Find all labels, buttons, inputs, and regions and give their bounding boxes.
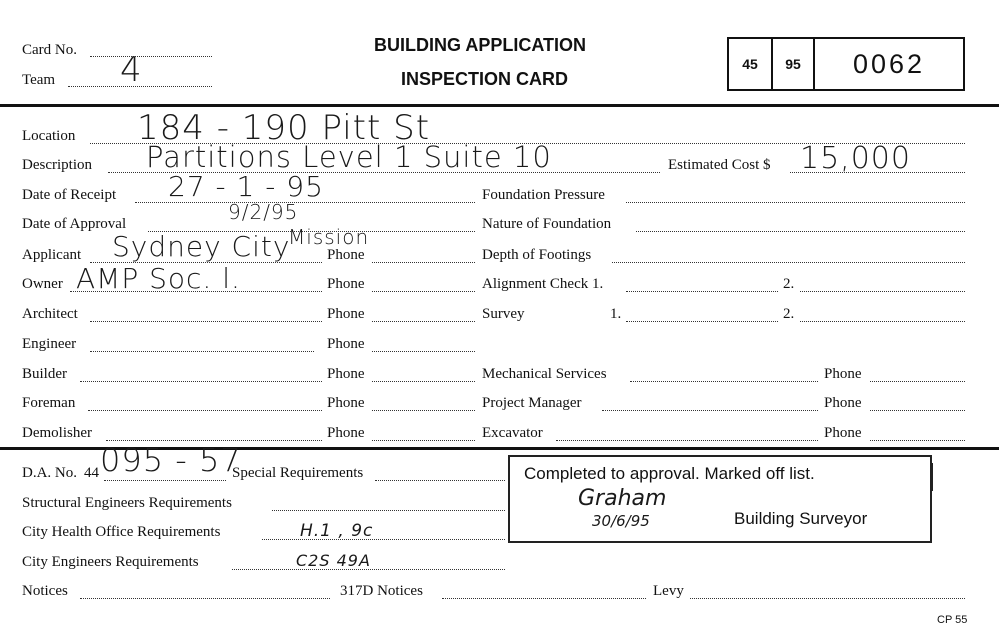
project-manager-phone-field [870,410,965,411]
engineer-field [90,351,314,352]
survey-2-label: 2. [783,306,795,322]
card-no-field [90,56,212,57]
applicant-label: Applicant [22,247,82,263]
special-requirements-field [375,480,505,481]
city-engineers-value: C2S 49A [296,551,371,570]
owner-value: AMP Soc. l. [76,262,241,295]
builder-field [80,381,322,382]
stamp-edge-mark [932,463,933,491]
header-rule [0,104,999,107]
owner-phone-label: Phone [327,276,365,292]
stamp-signature: Graham [578,486,667,511]
box-code-b: 95 [773,39,815,89]
depth-footings-label: Depth of Footings [482,247,592,263]
builder-phone-field [372,381,475,382]
da-prefix: 44 [84,465,99,481]
city-engineers-label: City Engineers Requirements [22,554,199,570]
date-approval-label: Date of Approval [22,216,127,232]
date-receipt-label: Date of Receipt [22,187,117,203]
engineer-phone-label: Phone [327,336,365,352]
da-no-label: D.A. No. [22,465,77,481]
applicant-phone-field [372,262,475,263]
mechanical-phone-label: Phone [824,366,862,382]
survey-2-field [800,321,965,322]
demolisher-label: Demolisher [22,425,92,441]
demolisher-phone-label: Phone [327,425,365,441]
special-requirements-label: Special Requirements [232,465,364,481]
team-label: Team [22,72,56,88]
team-value: 4 [120,50,143,90]
health-value: H.1 , 9c [300,521,374,541]
da-no-field [104,480,226,481]
date-receipt-value: 27 - 1 - 95 [168,170,324,203]
box-card-number: 0062 [852,48,926,79]
foreman-phone-field [372,410,475,411]
location-value: 184 - 190 Pitt St [137,108,431,148]
health-field [262,539,505,540]
card-no-label: Card No. [22,42,77,58]
health-label: City Health Office Requirements [22,524,221,540]
levy-field [690,598,965,599]
architect-label: Architect [22,306,78,322]
applicant-value-2: Mission [288,225,370,249]
stamp-line-1: Completed to approval. Marked off list. [524,464,815,483]
applicant-phone-label: Phone [327,247,365,263]
excavator-phone-field [870,440,965,441]
excavator-phone-label: Phone [824,425,862,441]
notices-317d-label: 317D Notices [340,583,423,599]
survey-label: Survey [482,306,525,322]
alignment-check-label: Alignment Check 1. [482,276,604,292]
location-label: Location [22,128,76,144]
excavator-label: Excavator [482,425,543,441]
architect-phone-label: Phone [327,306,365,322]
description-value: Partitions Level 1 Suite 10 [146,140,552,174]
stamp-date: 30/6/95 [592,512,650,530]
alignment-check-1-field [626,291,778,292]
nature-foundation-field [636,231,965,232]
builder-phone-label: Phone [327,366,365,382]
project-manager-label: Project Manager [482,395,582,411]
title-line-1: BUILDING APPLICATION [374,35,586,55]
owner-label: Owner [22,276,63,292]
nature-foundation-label: Nature of Foundation [482,216,612,232]
depth-footings-field [612,262,965,263]
estimated-cost-label: Estimated Cost $ [668,157,771,173]
excavator-field [556,440,818,441]
title-line-2: INSPECTION CARD [401,69,569,89]
notices-label: Notices [22,583,68,599]
structural-field [272,510,505,511]
card-number-box [727,37,965,91]
survey-1-label: 1. [610,306,622,322]
levy-label: Levy [653,583,684,599]
architect-phone-field [372,321,475,322]
stamp-title: Building Surveyor [734,509,868,528]
structural-label: Structural Engineers Requirements [22,495,232,511]
alignment-check-2-field [800,291,965,292]
date-approval-value: 9/2/95 [228,200,299,224]
mechanical-field [630,381,818,382]
demolisher-phone-field [372,440,475,441]
box-code-a: 45 [729,39,773,89]
notices-field [80,598,330,599]
project-manager-phone-label: Phone [824,395,862,411]
form-code: CP 55 [937,614,968,626]
foundation-pressure-field [626,202,965,203]
foreman-phone-label: Phone [327,395,365,411]
foundation-pressure-label: Foundation Pressure [482,187,605,203]
foreman-label: Foreman [22,395,76,411]
architect-field [90,321,322,322]
builder-label: Builder [22,366,67,382]
da-no-value: 095 - 57 [100,441,242,479]
alignment-check-2-label: 2. [783,276,795,292]
survey-1-field [626,321,778,322]
foreman-field [88,410,322,411]
owner-phone-field [372,291,475,292]
description-label: Description [22,157,92,173]
mechanical-phone-field [870,381,965,382]
notices-317d-field [442,598,646,599]
engineer-phone-field [372,351,475,352]
engineer-label: Engineer [22,336,77,352]
project-manager-field [602,410,818,411]
estimated-cost-value: 15,000 [800,141,911,176]
applicant-value-1: Sydney City [112,230,291,263]
mechanical-label: Mechanical Services [482,366,607,382]
